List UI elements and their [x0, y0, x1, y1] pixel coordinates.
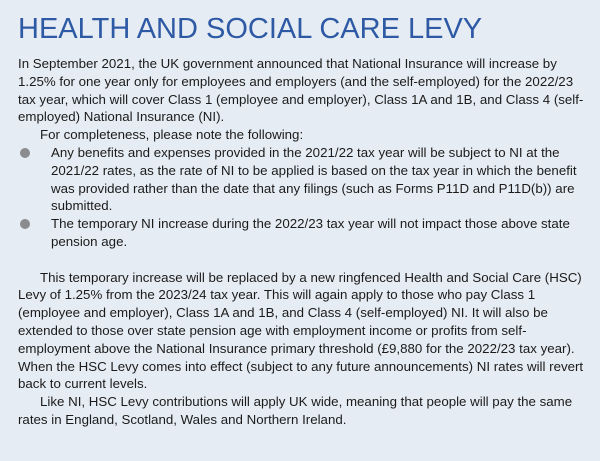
bullet-text: Any benefits and expenses provided in the 2021/22 tax year will be subject to NI at the 2021/22 rates, as the rate of NI to be applied is based on the tax year in which the benefit was provided rather than the date that any filings (such as Forms P11D and P11D(b)) are submitted.	[51, 144, 577, 214]
replacement-paragraph: This temporary increase will be replaced by a new ringfenced Health and Social Care (HSC) Levy of 1.25% from the 2023/24 tax year. This will again apply to those who pay Class 1 (employee and employer), Class 1A and 1B, and Class 4 (self-employed) NI. It will also be extended to those over state pension age with employment income or profits from self-employment above the National Insurance primary threshold (£9,880 for the 2022/23 tax year). When the HSC Levy comes into effect (subject to any future announcements) NI rates will revert back to current levels.	[18, 269, 584, 392]
paragraph-spacer	[18, 251, 594, 269]
bullet-dot-icon	[20, 148, 30, 158]
bullet-list	[18, 144, 594, 251]
intro-paragraph: In September 2021, the UK government announced that National Insurance will increase by 1.25% for one year only for employees and employers (and the self-employed) for the 2022/23 tax year, which will cover Class 1 (employee and employer), Class 1A and 1B, and Class 4 (self-employed) National Insurance (NI).	[18, 56, 584, 125]
completeness-note: For completeness, please note the following:	[40, 127, 304, 143]
uk-wide-paragraph: Like NI, HSC Levy contributions will apply UK wide, meaning that people will pay the same rates in England, Scotland, Wales and Northern Ireland.	[18, 394, 573, 427]
article-body	[18, 55, 594, 429]
bullet-text: The temporary NI increase during the 2022/23 tax year will not impact those above state pension age.	[51, 216, 570, 249]
page-title: HEALTH AND SOCIAL CARE LEVY	[18, 13, 483, 45]
bullet-dot-icon	[20, 219, 30, 229]
bullet-item	[18, 215, 594, 251]
bullet-item	[18, 144, 594, 215]
